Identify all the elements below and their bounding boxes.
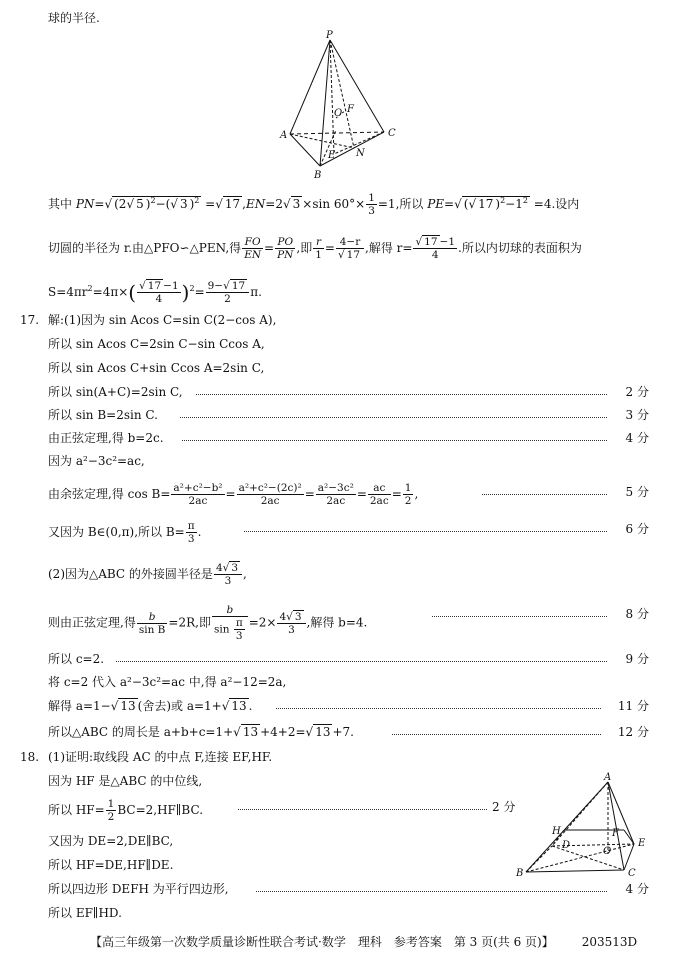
score: 12 分: [617, 725, 649, 739]
text-line: 所以 sin Acos C=2sin C−sin Ccos A,: [48, 337, 265, 351]
label-A: A: [280, 130, 288, 141]
score: 4 分: [625, 431, 649, 445]
label-B: B: [516, 868, 524, 879]
text-line: 切圆的半径为 r.由△PFO∽△PEN,得 $\frac{FO}{EN}$ = $\frac{PO}{PN}$ ,即 $\frac{r}{1}$ = $\frac{4-r}{√ 17}$ ,解得 r= $\frac{√ 17 -1}{4}$ .所以内切球的表面积为: [48, 236, 582, 261]
text-line: 因为 HF 是△ABC 的中位线,: [48, 774, 203, 788]
text-line: 所以 sin Acos C+sin Ccos A=2sin C,: [48, 361, 265, 375]
text-line: (2)因为△ABC 的外接圆半径是 $\frac{4√ 3}{3}$ ,: [48, 562, 247, 587]
score: 6 分: [625, 522, 649, 536]
text-line: 其中 PN=√ (2√ 5 )$^2$−(√ 3 )$^2$ =√ 17 ,EN=2√ 3 ×sin 60°× $\frac{1}{3}$ =1,所以 PE=√ (√ 17 )$^2-1^2 =4$.设内: [48, 192, 580, 217]
label-N: N: [356, 148, 365, 159]
text-line: 由正弦定理,得 b=2c.: [48, 431, 164, 445]
text-line: 所以 HF= $\frac{1}{2}$ BC=2,HF∥BC.: [48, 798, 204, 823]
text: 球的半径.: [48, 11, 100, 25]
text-line: 所以 EF∥HD.: [48, 906, 122, 920]
label-O: O: [603, 846, 612, 857]
text-line: $S=4\pi r^2=4\pi\times$( $\frac{√ 17 -1}{4}$ )$^2$= $\frac{9-√ 17}{2}$ π.: [48, 280, 262, 305]
text-line: 所以 HF=DE,HF∥DE.: [48, 858, 174, 872]
text-line: 则由正弦定理,得 $\frac{b}{\text{sin B}}$ =2R,即 b sin $\frac{\pi}{3}$ =2× $\frac{4√ 3}{3}$ ,解得 b=4.: [48, 604, 368, 642]
score: 9 分: [625, 652, 649, 666]
label-O: O: [334, 108, 343, 119]
label-A: A: [604, 772, 612, 783]
text-line: [48, 10, 100, 26]
text-line: 又因为 B∈(0,π),所以 B= $\frac{\pi}{3}$ .: [48, 520, 202, 545]
text-line: 由余弦定理,得 cos B= $\frac{\text{a²+c²−b²}}{2ac}$ = $\frac{\text{a²+c²−(2c)²}}{2ac}$ = $\frac{\text{a²−3c²}}{2ac}$ = $\frac{ac}{2ac}$ = $\frac{1}{2}$ ,: [48, 482, 419, 507]
text-line: 所以 sin(A+C)=2sin C,: [48, 385, 183, 399]
score: 5 分: [625, 485, 649, 499]
text-line: 又因为 DE=2,DE∥BC,: [48, 834, 174, 848]
score: 2 分: [492, 800, 516, 814]
label-C: C: [628, 868, 636, 879]
score: 4 分: [625, 882, 649, 896]
score: 3 分: [625, 408, 649, 422]
text-line: 解:(1)因为 sin Acos C=sin C(2−cos A),: [48, 313, 277, 327]
label-C: C: [388, 128, 396, 139]
text-line: 将 c=2 代入 a²−3c²=ac 中,得 a²−12=2a,: [48, 675, 287, 689]
label-P: P: [326, 30, 333, 41]
text-line: 所以 c=2.: [48, 652, 105, 666]
label-F: F: [347, 104, 354, 115]
page-footer: 【高三年级第一次数学质量诊断性联合考试·数学 理科 参考答案 第 3 页(共 6 页)】 203513D: [90, 935, 638, 949]
label-E: E: [638, 838, 646, 849]
label-E: E: [328, 150, 336, 161]
figure-pyramid-2: [512, 772, 652, 882]
score: 2 分: [625, 385, 649, 399]
label-B: B: [314, 170, 322, 180]
score: 8 分: [625, 607, 649, 621]
question-number: 17.: [20, 313, 40, 327]
score: 11 分: [617, 699, 649, 713]
question-number: 18.: [20, 750, 40, 764]
text-line: 解得 a=1−√ 13 (舍去)或 a=1+√ 13 .: [48, 699, 253, 713]
label-H: H: [552, 826, 561, 837]
text-line: 因为 a²−3c²=ac,: [48, 454, 145, 468]
label-F: F: [612, 828, 619, 839]
text-line: 所以△ABC 的周长是 a+b+c=1+√ 13 +4+2=√ 13 +7.: [48, 725, 354, 739]
figure-pyramid: [278, 30, 408, 180]
text-line: 所以 sin B=2sin C.: [48, 408, 158, 422]
text-line: (1)证明:取线段 AC 的中点 F,连接 EF,HF.: [48, 750, 273, 764]
text-line: 所以四边形 DEFH 为平行四边形,: [48, 882, 229, 896]
label-D: D: [562, 840, 571, 851]
